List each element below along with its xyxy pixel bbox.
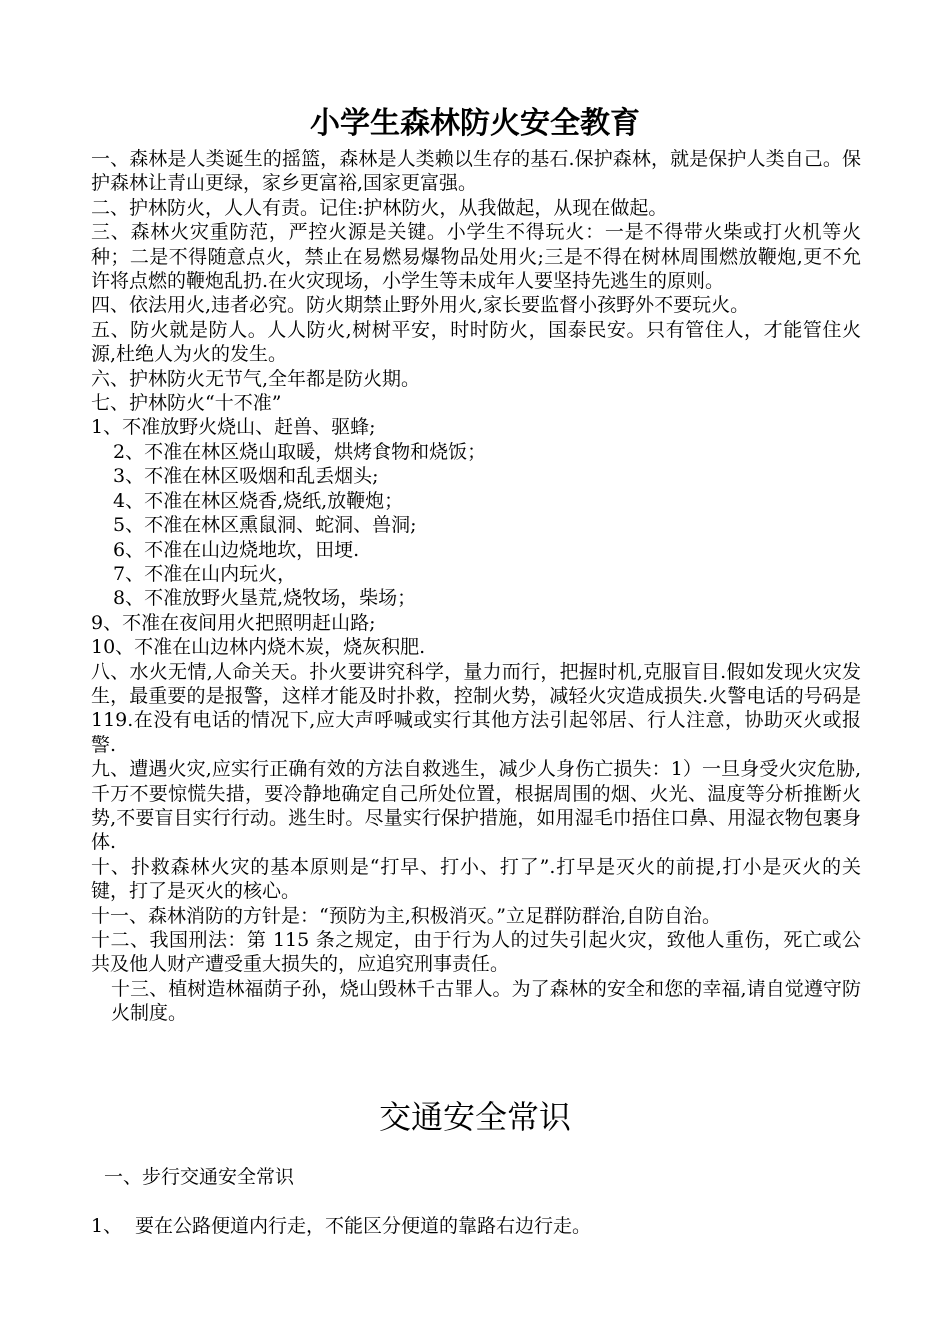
- paragraph-6: 六、护林防火无节气,全年都是防火期。: [91, 367, 421, 390]
- traffic-item-1: [91, 1212, 591, 1240]
- document-title: 小学生森林防火安全教育: [310, 106, 640, 141]
- paragraph-11: 十一、森林消防的方针是：“预防为主,积极消灭。”立足群防群治,自防自治。: [91, 904, 722, 927]
- rule-item-6: 6、不准在山边烧地坎，田埂.: [113, 538, 360, 561]
- paragraph-2: 二、护林防火，人人有责。记住:护林防火，从我做起，从现在做起。: [91, 196, 668, 219]
- rule-item-1: 1、不准放野火烧山、赶兽、驱蜂;: [91, 416, 376, 439]
- rule-item-3: 3、不准在林区吸烟和乱丢烟头;: [113, 465, 379, 488]
- rule-item-10: 10、不准在山边林内烧木炭，烧灰积肥.: [91, 636, 426, 659]
- paragraph-12: 十二、我国刑法：第 115 条之规定，由于行为人的过失引起火灾，致他人重伤，死亡或公共及他人财产遭受重大损失的，应追究刑事责任。: [91, 929, 861, 976]
- rule-item-4: 4、不准在林区烧香,烧纸,放鞭炮；: [113, 489, 404, 512]
- paragraph-13: 十三、植树造林福荫子孙，烧山毁林千古罪人。为了森林的安全和您的幸福,请自觉遵守防火制度。: [111, 977, 861, 1025]
- paragraph-4: 四、依法用火,违者必究。防火期禁止野外用火,家长要监督小孩野外不要玩火。: [91, 294, 750, 317]
- rule-item-2: 2、不准在林区烧山取暖，烘烤食物和烧饭；: [113, 440, 487, 463]
- paragraph-1: 一、森林是人类诞生的摇篮，森林是人类赖以生存的基石.保护森林，就是保护人类自己。保护森林让青山更绿，家乡更富裕,国家更富强。: [91, 148, 861, 195]
- paragraph-3: 三、森林火灾重防范，严控火源是关键。小学生不得玩火：一是不得带火柴或打火机等火种；二是不得随意点火，禁止在易燃易爆物品处用火;三是不得在树林周围燃放鞭炮,更不允许将点燃的鞭炮乱扔.在火灾现场，小学生等未成年人要坚持先逃生的原则。: [91, 221, 861, 293]
- paragraph-7: 七、护林防火“十不准”: [91, 392, 282, 415]
- paragraph-10: 十、扑救森林火灾的基本原则是“打早、打小、打了”.打早是灭火的前提,打小是灭火的关键，打了是灭火的核心。: [91, 855, 861, 903]
- paragraph-8: 八、水火无情,人命关天。扑火要讲究科学，量力而行，把握时机,克服盲目.假如发现火灾发生，最重要的是报警，这样才能及时扑救，控制火势，减轻火灾造成损失.火警电话的号码是 119.在没有电话的情况下,应大声呼喊或实行其他方法引起邻居、行人注意，协助灭火或报警.: [91, 660, 881, 756]
- rule-item-7: 7、不准在山内玩火，: [113, 562, 297, 585]
- traffic-item-1-number: 1、: [91, 1215, 123, 1237]
- fire-safety-body: [91, 147, 881, 1026]
- section-subheading: 一、步行交通安全常识: [104, 1166, 295, 1188]
- section-title-traffic: 交通安全常识: [378, 1098, 571, 1136]
- paragraph-9: 九、遭遇火灾,应实行正确有效的方法自救逃生，减少人身伤亡损失：1）一旦身受火灾危胁,千万不要惊慌失措，要冷静地确定自己所处位置，根据周围的烟、火光、温度等分析推断火势,不要盲目实行行动。逃生时。尽量实行保护措施，如用湿毛巾捂住口鼻、用湿衣物包裹身体.: [91, 758, 861, 854]
- paragraph-5: 五、防火就是防人。人人防火,树树平安，时时防火，国泰民安。只有管住人，才能管住火源,杜绝人为火的发生。: [91, 318, 861, 366]
- rule-item-9: 9、不准在夜间用火把照明赶山路;: [91, 611, 376, 634]
- rule-item-8: 8、不准放野火垦荒,烧牧场，柴场；: [113, 587, 417, 610]
- traffic-item-1-text: 要在公路便道内行走，不能区分便道的靠路右边行走。: [135, 1215, 592, 1237]
- rule-item-5: 5、不准在林区熏鼠洞、蛇洞、兽洞;: [113, 514, 417, 537]
